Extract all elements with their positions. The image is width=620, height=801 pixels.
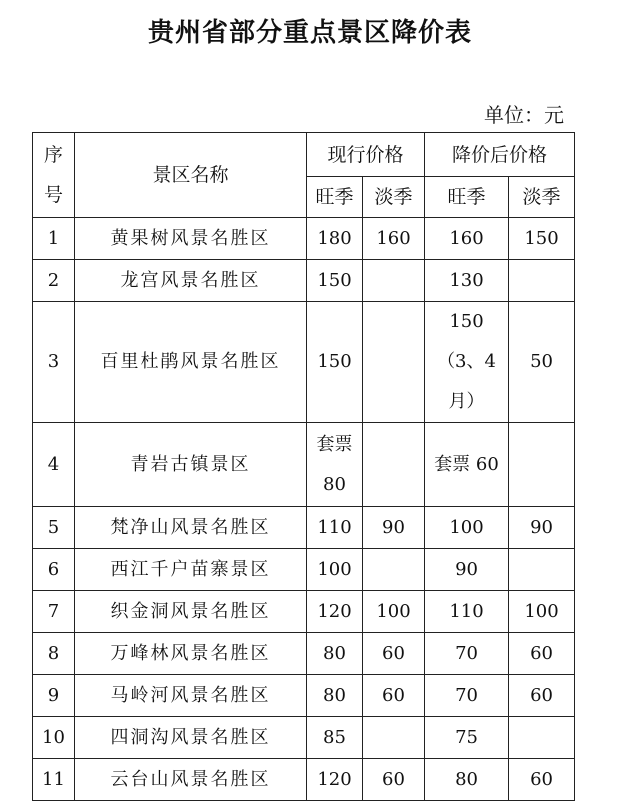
- row-current-off: 60: [363, 633, 425, 675]
- row-reduced-peak: 150（3、4月）: [425, 302, 509, 423]
- row-reduced-peak: 100: [425, 507, 509, 549]
- row-current-off: [363, 260, 425, 302]
- table-row: [33, 759, 575, 801]
- table-row: [33, 675, 575, 717]
- row-index: 10: [33, 717, 75, 759]
- row-current-off: [363, 549, 425, 591]
- row-reduced-off: 60: [509, 633, 575, 675]
- row-reduced-peak: 70: [425, 633, 509, 675]
- row-scenic-name: 龙宫风景名胜区: [75, 260, 307, 302]
- row-scenic-name: 西江千户苗寨景区: [75, 549, 307, 591]
- row-index: 7: [33, 591, 75, 633]
- row-reduced-off: [509, 549, 575, 591]
- page-title: 贵州省部分重点景区降价表: [147, 18, 472, 48]
- unit-label: 单位：元: [484, 103, 564, 127]
- row-reduced-peak: 130: [425, 260, 509, 302]
- row-current-peak: 80: [307, 633, 363, 675]
- row-reduced-off: 60: [509, 759, 575, 801]
- row-index: 9: [33, 675, 75, 717]
- table-row: [33, 218, 575, 260]
- row-current-off: [363, 302, 425, 423]
- row-scenic-name: 云台山风景名胜区: [75, 759, 307, 801]
- price-table: [32, 132, 575, 801]
- table-row: [33, 423, 575, 507]
- row-current-peak: 150: [307, 302, 363, 423]
- row-reduced-peak: 160: [425, 218, 509, 260]
- row-scenic-name: 织金洞风景名胜区: [75, 591, 307, 633]
- row-current-peak: 180: [307, 218, 363, 260]
- row-scenic-name: 万峰林风景名胜区: [75, 633, 307, 675]
- row-scenic-name: 黄果树风景名胜区: [75, 218, 307, 260]
- header-reduced-price: 降价后价格: [425, 133, 575, 177]
- row-reduced-peak: 110: [425, 591, 509, 633]
- row-current-off: 100: [363, 591, 425, 633]
- row-index: 8: [33, 633, 75, 675]
- table-row: [33, 507, 575, 549]
- row-current-off: [363, 717, 425, 759]
- header-name: 景区名称: [75, 133, 307, 218]
- row-current-off: 90: [363, 507, 425, 549]
- header-reduced-peak: 旺季: [425, 177, 509, 218]
- table-row: [33, 717, 575, 759]
- header-reduced-off: 淡季: [509, 177, 575, 218]
- row-reduced-peak: 75: [425, 717, 509, 759]
- row-reduced-peak: 90: [425, 549, 509, 591]
- row-scenic-name: 四洞沟风景名胜区: [75, 717, 307, 759]
- row-reduced-off: [509, 260, 575, 302]
- table-row: [33, 633, 575, 675]
- header-current-peak: 旺季: [307, 177, 363, 218]
- row-index: 11: [33, 759, 75, 801]
- row-index: 2: [33, 260, 75, 302]
- row-current-off: 160: [363, 218, 425, 260]
- row-current-peak: 150: [307, 260, 363, 302]
- row-reduced-off: [509, 423, 575, 507]
- row-reduced-off: 100: [509, 591, 575, 633]
- row-scenic-name: 百里杜鹃风景名胜区: [75, 302, 307, 423]
- row-index: 3: [33, 302, 75, 423]
- row-index: 6: [33, 549, 75, 591]
- row-current-peak: 85: [307, 717, 363, 759]
- row-reduced-peak: 套票 60: [425, 423, 509, 507]
- table-row: [33, 549, 575, 591]
- row-reduced-peak: 80: [425, 759, 509, 801]
- header-index: 序号: [33, 133, 75, 218]
- table-row: [33, 260, 575, 302]
- table-row: [33, 591, 575, 633]
- row-reduced-off: 50: [509, 302, 575, 423]
- row-current-peak: 110: [307, 507, 363, 549]
- row-reduced-off: 90: [509, 507, 575, 549]
- header-row-1: [33, 133, 575, 177]
- table-row: [33, 302, 575, 423]
- row-current-off: 60: [363, 759, 425, 801]
- row-current-peak: 80: [307, 675, 363, 717]
- row-current-peak: 120: [307, 759, 363, 801]
- row-current-peak: 套票80: [307, 423, 363, 507]
- row-index: 5: [33, 507, 75, 549]
- row-current-peak: 100: [307, 549, 363, 591]
- row-reduced-off: 150: [509, 218, 575, 260]
- row-current-off: 60: [363, 675, 425, 717]
- row-current-peak: 120: [307, 591, 363, 633]
- row-scenic-name: 马岭河风景名胜区: [75, 675, 307, 717]
- header-current-off: 淡季: [363, 177, 425, 218]
- row-current-off: [363, 423, 425, 507]
- row-reduced-off: 60: [509, 675, 575, 717]
- row-reduced-peak: 70: [425, 675, 509, 717]
- row-index: 1: [33, 218, 75, 260]
- row-reduced-off: [509, 717, 575, 759]
- header-current-price: 现行价格: [307, 133, 425, 177]
- row-scenic-name: 青岩古镇景区: [75, 423, 307, 507]
- row-scenic-name: 梵净山风景名胜区: [75, 507, 307, 549]
- row-index: 4: [33, 423, 75, 507]
